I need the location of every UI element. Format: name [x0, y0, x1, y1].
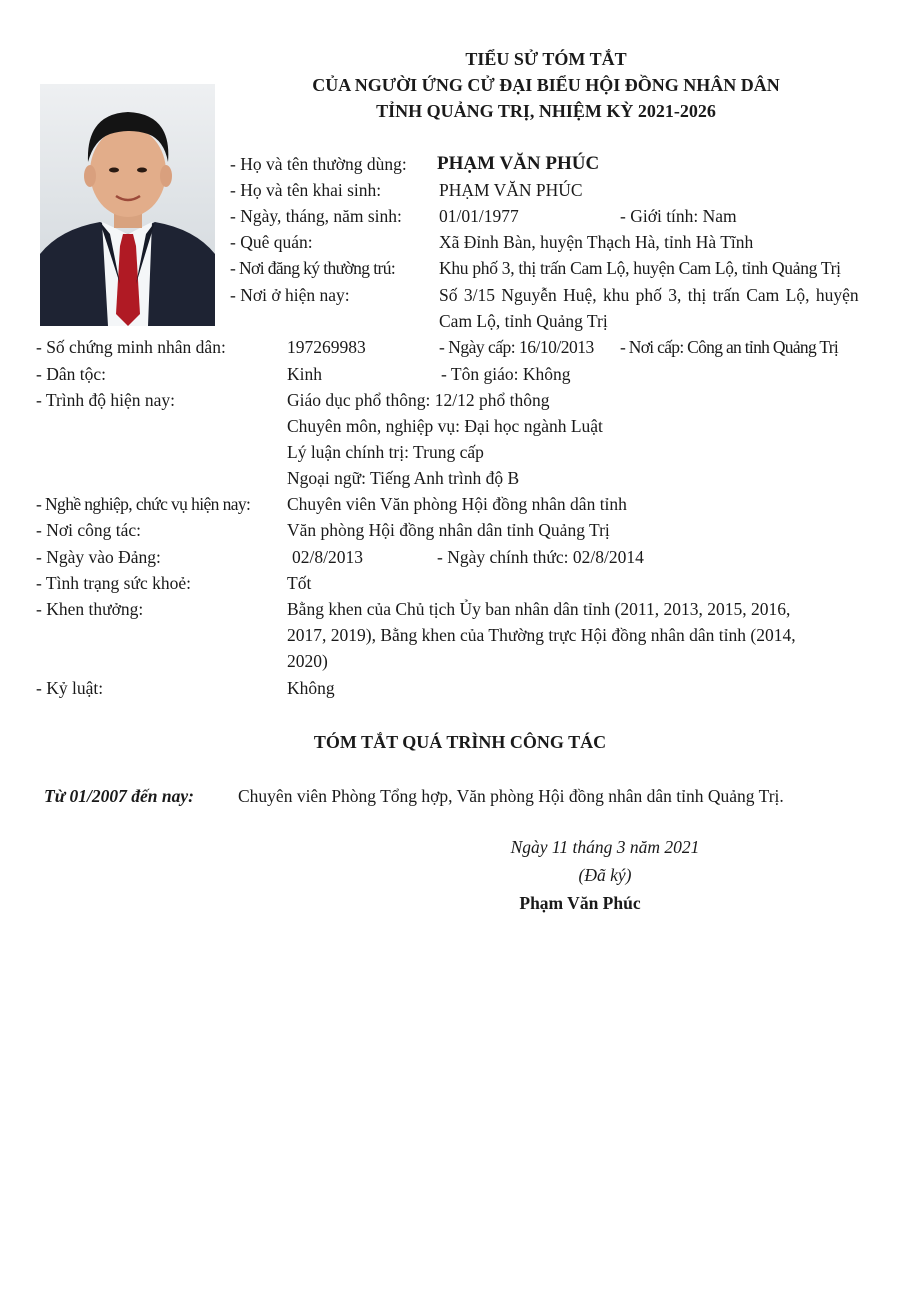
residence-label: - Nơi đăng ký thường trú:: [230, 258, 396, 278]
discipline-label: - Kỷ luật:: [36, 678, 104, 698]
signature-status: (Đã ký): [578, 865, 632, 885]
current-address-label: - Nơi ở hiện nay:: [230, 285, 350, 305]
ethnicity-value: Kinh: [287, 364, 322, 384]
religion-value: - Tôn giáo: Không: [441, 364, 571, 384]
id-issue-place: - Nơi cấp: Công an tỉnh Quảng Trị: [620, 337, 839, 357]
birth-name-label: - Họ và tên khai sinh:: [230, 180, 382, 200]
awards-label: - Khen thưởng:: [36, 599, 144, 619]
education-professional: Chuyên môn, nghiệp vụ: Đại học ngành Luật: [287, 416, 603, 436]
birth-name-value: PHẠM VĂN PHÚC: [439, 180, 583, 200]
title-line-3: TỈNH QUẢNG TRỊ, NHIỆM KỲ 2021-2026: [376, 101, 716, 121]
career-description: Chuyên viên Phòng Tổng hợp, Văn phòng Hội đồng nhân dân tỉnh Quảng Trị.: [238, 786, 784, 806]
signer-name: Phạm Văn Phúc: [519, 893, 641, 913]
awards-line-2: 2017, 2019), Bằng khen của Thường trực Hội đồng nhân dân tỉnh (2014,: [287, 625, 796, 645]
dob-label: - Ngày, tháng, năm sinh:: [230, 206, 402, 226]
education-political: Lý luận chính trị: Trung cấp: [287, 442, 484, 462]
workplace-label: - Nơi công tác:: [36, 520, 141, 540]
common-name-value: PHẠM VĂN PHÚC: [437, 153, 600, 174]
current-address-line-2: Cam Lộ, tỉnh Quảng Trị: [439, 311, 608, 331]
party-date-value: 02/8/2013: [292, 547, 363, 567]
health-label: - Tình trạng sức khoẻ:: [36, 573, 191, 593]
ethnicity-label: - Dân tộc:: [36, 364, 106, 384]
title-line-1: TIỂU SỬ TÓM TẮT: [465, 49, 627, 69]
hometown-label: - Quê quán:: [230, 232, 313, 252]
id-label: - Số chứng minh nhân dân:: [36, 337, 226, 357]
discipline-value: Không: [287, 678, 335, 698]
signature-date: Ngày 11 tháng 3 năm 2021: [510, 837, 700, 857]
party-official-date: - Ngày chính thức: 02/8/2014: [437, 547, 644, 567]
awards-line-3: 2020): [287, 651, 328, 671]
common-name-label: - Họ và tên thường dùng:: [230, 154, 407, 174]
career-heading: TÓM TẮT QUÁ TRÌNH CÔNG TÁC: [313, 732, 607, 752]
career-period: Từ 01/2007 đến nay:: [44, 786, 194, 806]
education-language: Ngoại ngữ: Tiếng Anh trình độ B: [287, 468, 520, 488]
job-label: - Nghề nghiệp, chức vụ hiện nay:: [36, 494, 251, 514]
title-line-2: CỦA NGƯỜI ỨNG CỬ ĐẠI BIỂU HỘI ĐỒNG NHÂN DÂN: [312, 75, 780, 95]
education-general: Giáo dục phổ thông: 12/12 phổ thông: [287, 390, 550, 410]
awards-line-1: Bằng khen của Chủ tịch Ủy ban nhân dân tỉnh (2011, 2013, 2015, 2016,: [287, 599, 791, 619]
residence-value: Khu phố 3, thị trấn Cam Lộ, huyện Cam Lộ, tỉnh Quảng Trị: [439, 258, 841, 278]
id-number: 197269983: [287, 337, 366, 357]
workplace-value: Văn phòng Hội đồng nhân dân tỉnh Quảng Trị: [287, 520, 610, 540]
education-label: - Trình độ hiện nay:: [36, 390, 176, 410]
job-value: Chuyên viên Văn phòng Hội đồng nhân dân tỉnh: [287, 494, 627, 514]
health-value: Tốt: [287, 573, 312, 593]
id-issue-date: - Ngày cấp: 16/10/2013: [439, 337, 594, 357]
party-date-label: - Ngày vào Đảng:: [36, 547, 161, 567]
dob-value: 01/01/1977: [439, 206, 519, 226]
portrait-photo: [40, 84, 215, 326]
hometown-value: Xã Đỉnh Bàn, huyện Thạch Hà, tỉnh Hà Tĩnh: [439, 232, 754, 252]
current-address-line-1: Số 3/15 Nguyễn Huệ, khu phố 3, thị trấn Cam Lộ, huyện: [439, 285, 859, 305]
gender-value: - Giới tính: Nam: [620, 206, 737, 226]
